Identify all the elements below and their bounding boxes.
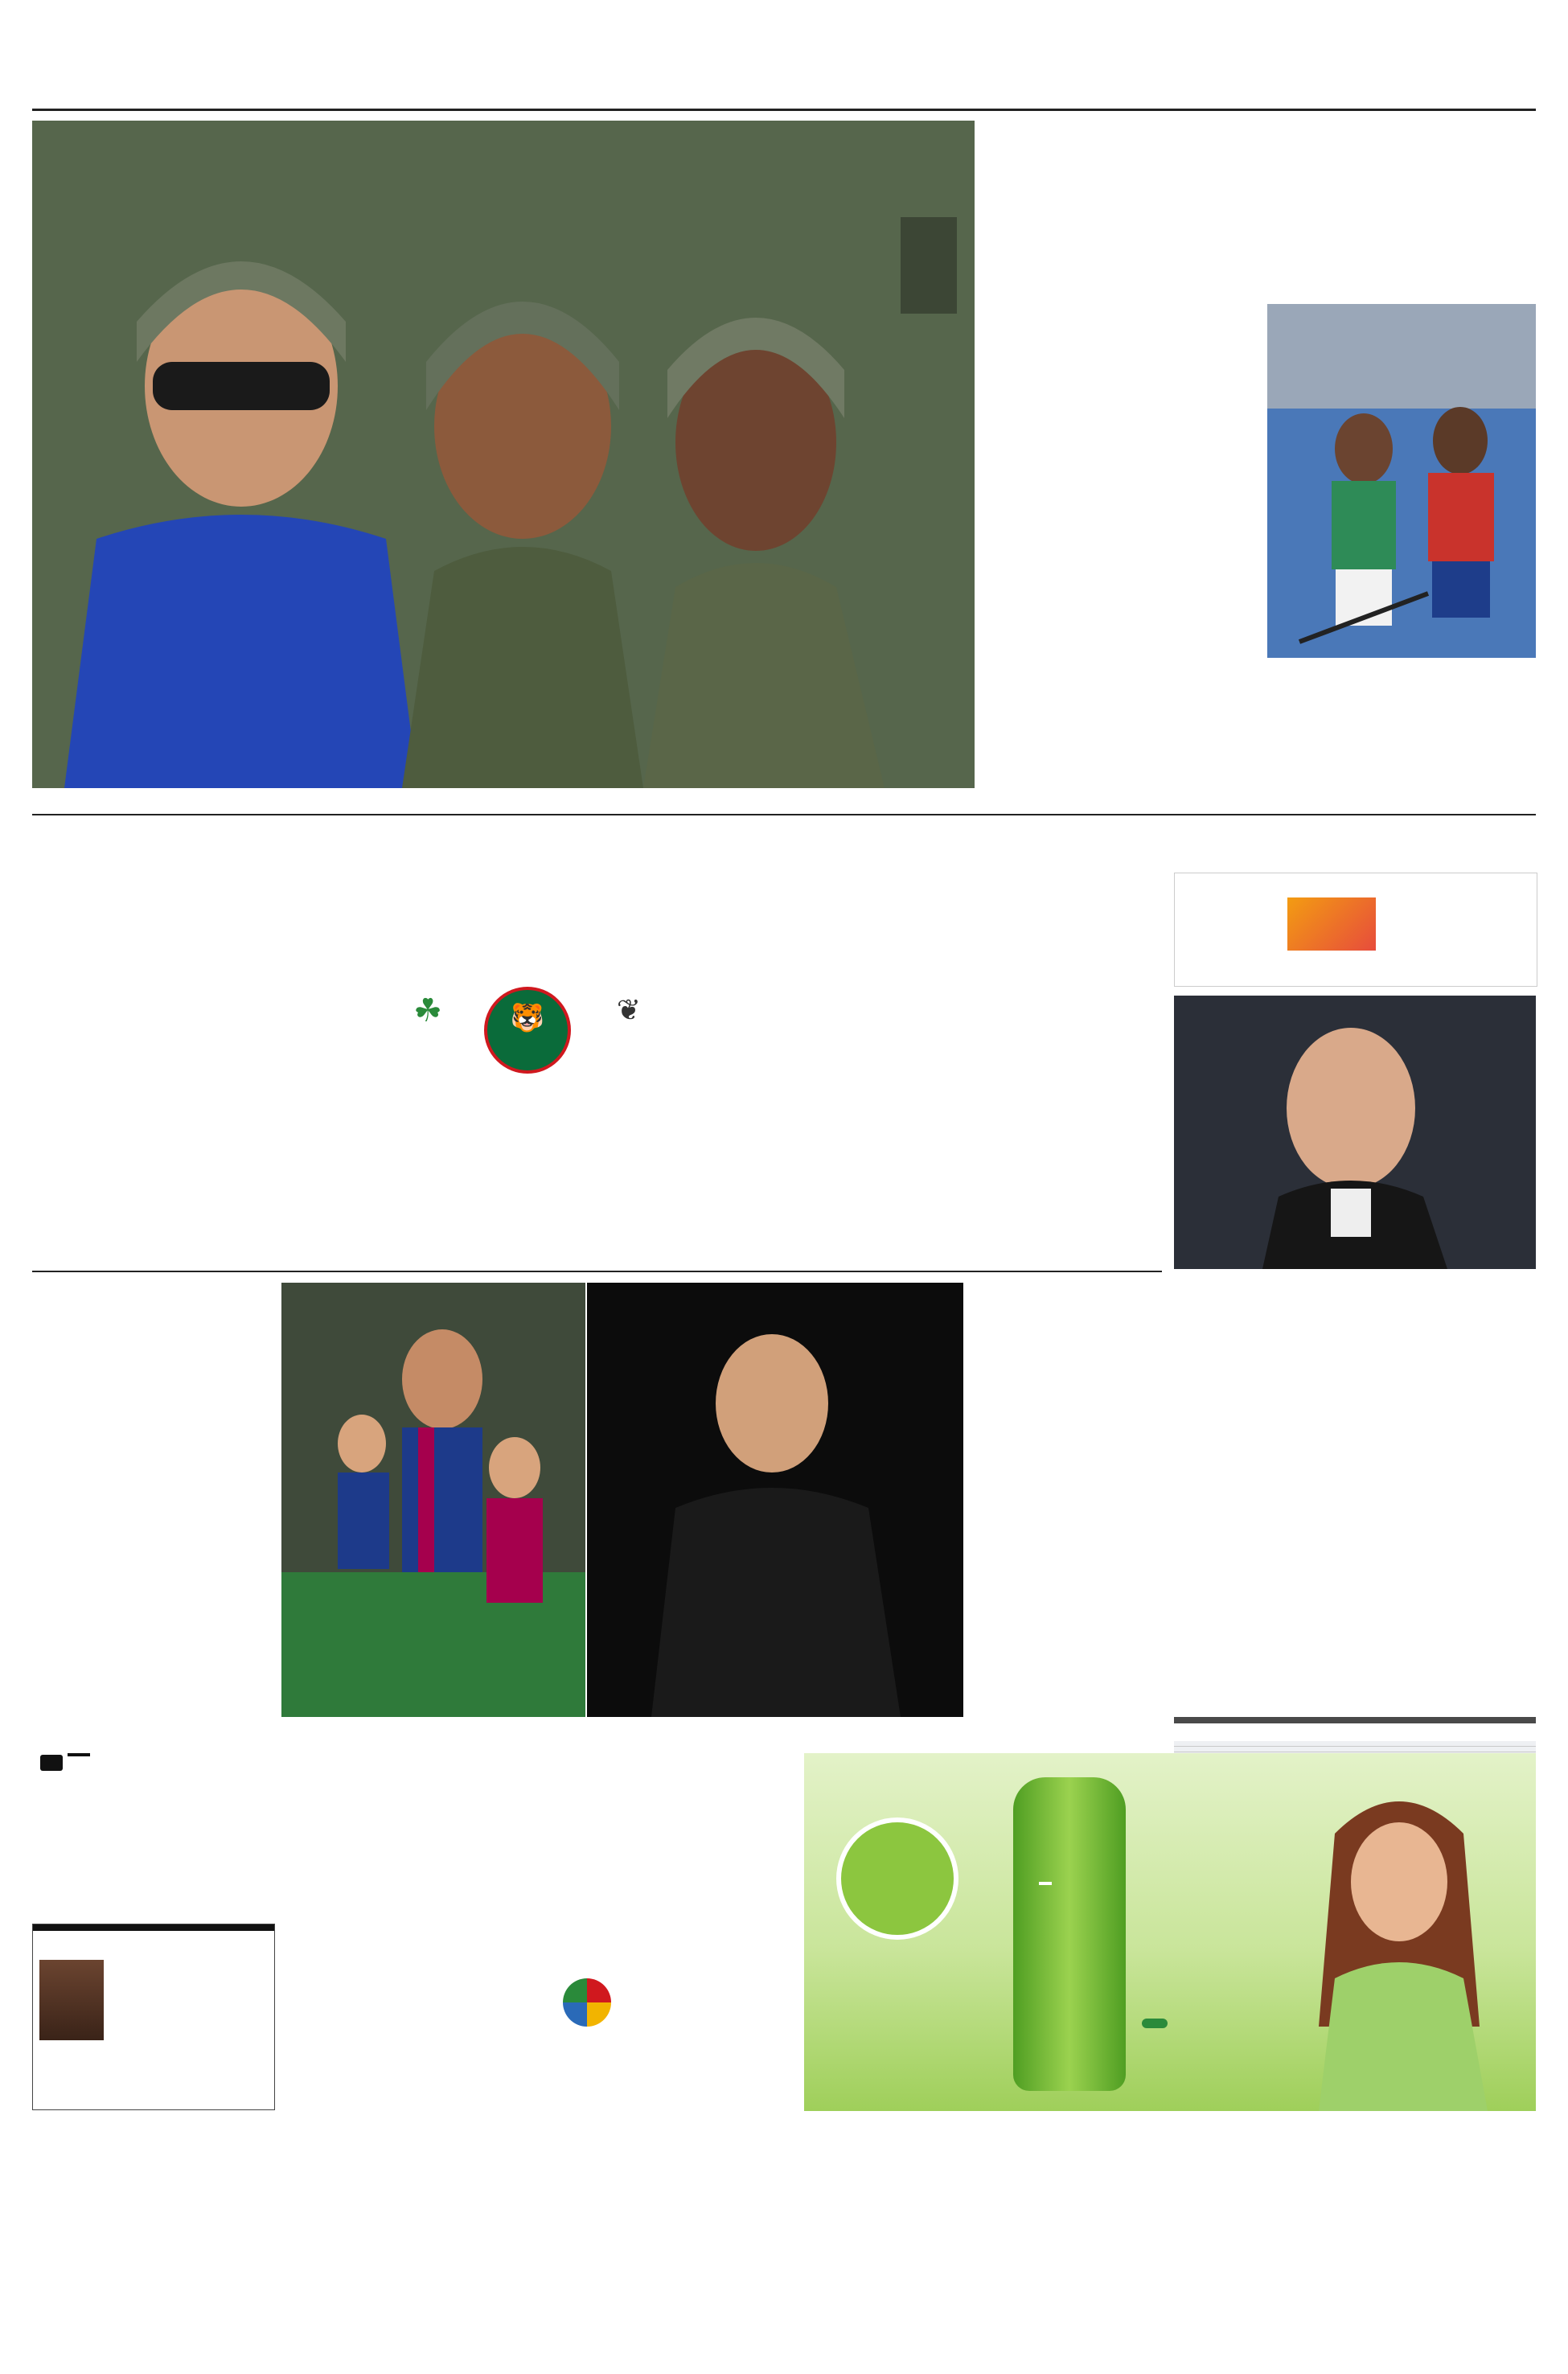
model-figure: [1303, 1785, 1496, 2111]
lfp-icon: [563, 1978, 611, 2027]
cricket-col-3: [698, 885, 963, 1202]
india-body: [986, 1126, 1163, 1399]
section-rule-1: [32, 814, 1536, 815]
cricket-ireland-logo: [388, 993, 468, 1029]
small-screen-title: [68, 1753, 90, 1756]
bcb-logo: [484, 987, 571, 1074]
model-illustration: [1303, 1785, 1496, 2111]
mohammedan-body: [986, 939, 1163, 1040]
small-screen-body: [40, 1777, 265, 1918]
cricket-col-2: [380, 885, 679, 981]
hockey-body-bottom: [1267, 667, 1536, 788]
table-cell: [1174, 1747, 1248, 1752]
missing-contact: [39, 2074, 268, 2106]
missing-title: [33, 1924, 274, 1931]
tv-icon: [40, 1755, 63, 1771]
rodriguez-photo: [587, 1283, 963, 1717]
cricket-bottom-right: [698, 1210, 963, 1255]
tv-screen: [1287, 897, 1376, 951]
up-logo-circle: [836, 1817, 958, 1940]
shamrock-icon: ☘: [413, 992, 442, 1029]
small-screen-box: [32, 1753, 273, 1922]
missing-person-photo: [39, 1960, 104, 2040]
messi-photo: [281, 1283, 585, 1717]
missing-box: [32, 1924, 275, 2110]
guardiola-body: [1174, 1351, 1536, 1713]
cricket-bottom-left: [380, 1210, 679, 1255]
lalmatia-body: [48, 1353, 273, 1747]
minister-ad[interactable]: [1174, 873, 1537, 987]
missing-body: [110, 1960, 268, 2068]
hockey-body-right: [1267, 191, 1536, 272]
guardiola-photo: [1174, 996, 1536, 1269]
cricket-logos: [380, 985, 679, 1074]
pran-brand-label: [1039, 1882, 1052, 1885]
messi-illustration: [281, 1283, 585, 1717]
table-cell: [1248, 1747, 1536, 1752]
lfp-logo: [563, 1978, 619, 2059]
section-rule-2: [32, 1271, 1162, 1272]
table-row: [1174, 1747, 1536, 1752]
pran-price-badge: [1142, 2019, 1168, 2028]
header-rule: [32, 109, 1536, 111]
guardiola-table-title: [1174, 1717, 1536, 1723]
tiger-icon: 🐯: [510, 1002, 545, 1034]
players-illustration: [32, 121, 975, 788]
barca-real-col-1: [281, 1822, 555, 2108]
rodriguez-illustration: [587, 1283, 963, 1717]
nz-cricket-logo: [589, 993, 669, 1029]
main-photo: [32, 121, 975, 788]
cricket-schedule: [380, 1082, 679, 1210]
hockey-players-illustration: [1267, 304, 1536, 658]
pran-up-ad[interactable]: [804, 1753, 1536, 2111]
fern-icon: ❦: [616, 994, 642, 1027]
hockey-body-left: [987, 207, 1253, 787]
hockey-photo: [1267, 304, 1536, 658]
guardiola-illustration: [1174, 996, 1536, 1269]
cricket-col-1: [48, 933, 362, 1210]
pran-bottle: [1013, 1777, 1126, 2091]
